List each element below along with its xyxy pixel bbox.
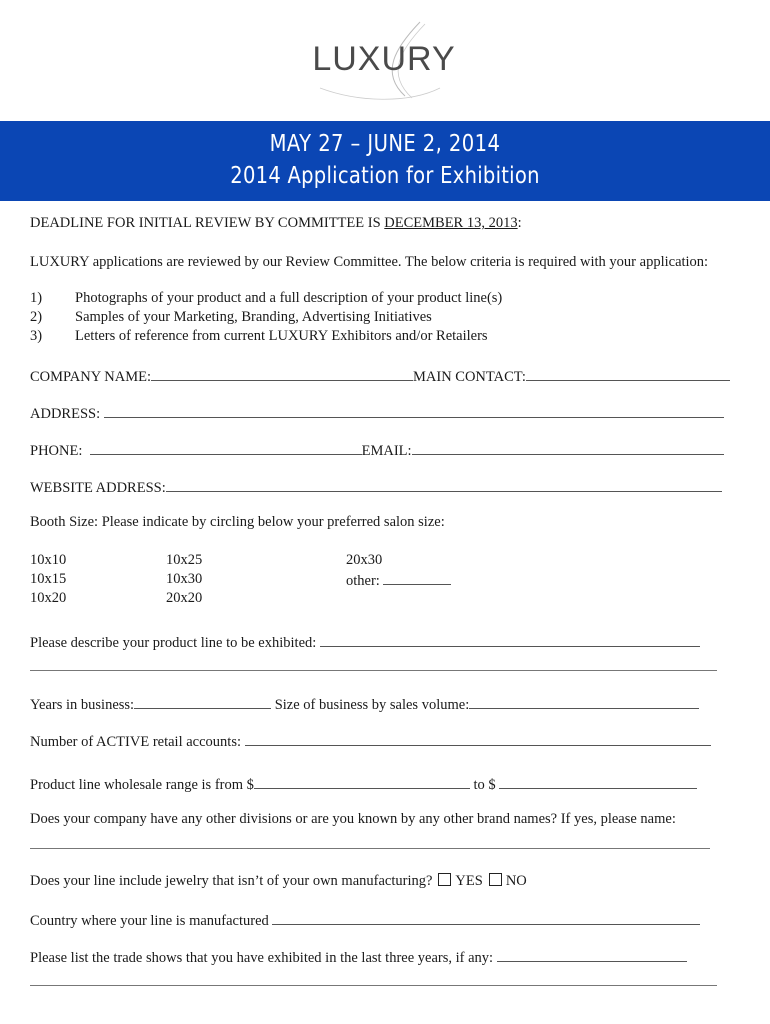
criteria-item [30, 309, 432, 326]
deadline-line [30, 215, 522, 232]
criteria-number: 3) [30, 328, 43, 344]
years-label: Years in business: [30, 697, 135, 713]
trade-shows-row [30, 947, 687, 967]
product-line-field-2[interactable] [30, 670, 717, 671]
booth-other-label: other: [346, 573, 380, 589]
divisions-label: Does your company have any other divisions or are you known by any other brand names? If yes, please name: [30, 811, 676, 827]
booth-option[interactable]: 10x10 [30, 552, 67, 568]
phone-label: PHONE: [30, 443, 83, 459]
company-contact-row [30, 366, 730, 386]
criteria-text: Photographs of your product and a full description of your product line(s) [75, 290, 503, 306]
jewelry-row [30, 873, 527, 890]
title-banner [0, 121, 770, 201]
range-to-field[interactable] [499, 774, 697, 789]
booth-option[interactable]: 20x20 [166, 590, 203, 606]
yes-checkbox[interactable] [438, 873, 451, 886]
years-field[interactable] [134, 694, 271, 709]
phone-email-row [30, 440, 724, 460]
trade-shows-label: Please list the trade shows that you have exhibited in the last three years, if any: [30, 950, 494, 966]
range-from-field[interactable] [254, 774, 470, 789]
country-label: Country where your line is manufactured [30, 913, 269, 929]
product-line-label: Please describe your product line to be exhibited: [30, 635, 317, 651]
booth-option[interactable]: 10x25 [166, 552, 203, 568]
booth-option-other [346, 570, 451, 591]
accounts-row [30, 731, 711, 751]
page-title: 2014 Application for Exhibition [230, 163, 540, 189]
criteria-number: 2) [30, 309, 43, 325]
deadline-date: DECEMBER 13, 2013 [384, 215, 518, 231]
accounts-field[interactable] [245, 731, 711, 746]
address-row [30, 403, 724, 423]
criteria-number: 1) [30, 290, 43, 306]
website-row [30, 477, 722, 497]
booth-other-field[interactable] [383, 570, 451, 585]
deadline-suffix: : [517, 215, 522, 231]
criteria-text: Samples of your Marketing, Branding, Advertising Initiatives [75, 309, 432, 325]
booth-prompt: Booth Size: Please indicate by circling below your preferred salon size: [30, 514, 445, 530]
price-range-row [30, 774, 697, 794]
company-name-field[interactable] [151, 366, 413, 381]
criteria-item [30, 328, 488, 345]
deadline-prefix: DEADLINE FOR INITIAL REVIEW BY COMMITTEE IS [30, 215, 385, 231]
main-contact-field[interactable] [526, 366, 730, 381]
product-line-row [30, 632, 700, 652]
email-label: EMAIL: [361, 443, 412, 459]
size-label: Size of business by sales volume: [274, 697, 470, 713]
trade-shows-field[interactable] [497, 947, 687, 962]
website-field[interactable] [166, 477, 722, 492]
booth-option[interactable]: 10x15 [30, 571, 67, 587]
country-row [30, 910, 700, 930]
booth-option[interactable]: 10x20 [30, 590, 67, 606]
divisions-field[interactable] [30, 848, 710, 849]
booth-option[interactable]: 20x30 [346, 552, 383, 568]
product-line-field[interactable] [320, 632, 700, 647]
criteria-text: Letters of reference from current LUXURY Exhibitors and/or Retailers [75, 328, 488, 344]
range-from-label: Product line wholesale range is from $ [30, 777, 254, 793]
no-label: NO [505, 873, 527, 889]
jewelry-label: Does your line include jewelry that isn’t of your own manufacturing? [30, 873, 433, 889]
no-checkbox[interactable] [489, 873, 502, 886]
criteria-item [30, 290, 502, 307]
phone-field[interactable] [90, 440, 362, 455]
logo-text: LUXURY [312, 40, 456, 78]
country-field[interactable] [272, 910, 700, 925]
booth-size-column [30, 551, 66, 608]
address-field[interactable] [104, 403, 724, 418]
trade-shows-field-2[interactable] [30, 985, 717, 986]
yes-label: YES [455, 873, 483, 889]
main-contact-label: MAIN CONTACT: [413, 369, 526, 385]
booth-option[interactable]: 10x30 [166, 571, 203, 587]
header-logo [0, 0, 770, 120]
company-name-label: COMPANY NAME: [30, 369, 151, 385]
booth-size-column [166, 551, 202, 608]
size-field[interactable] [469, 694, 699, 709]
range-to-label: to $ [473, 777, 496, 793]
website-label: WEBSITE ADDRESS: [30, 480, 166, 496]
years-size-row [30, 694, 699, 714]
event-dates: MAY 27 – JUNE 2, 2014 [269, 131, 501, 157]
booth-size-column [346, 551, 451, 591]
email-field[interactable] [412, 440, 724, 455]
intro-text: LUXURY applications are reviewed by our Review Committee. The below criteria is required with your application: [30, 254, 709, 270]
address-label: ADDRESS: [30, 406, 101, 422]
accounts-label: Number of ACTIVE retail accounts: [30, 734, 241, 750]
